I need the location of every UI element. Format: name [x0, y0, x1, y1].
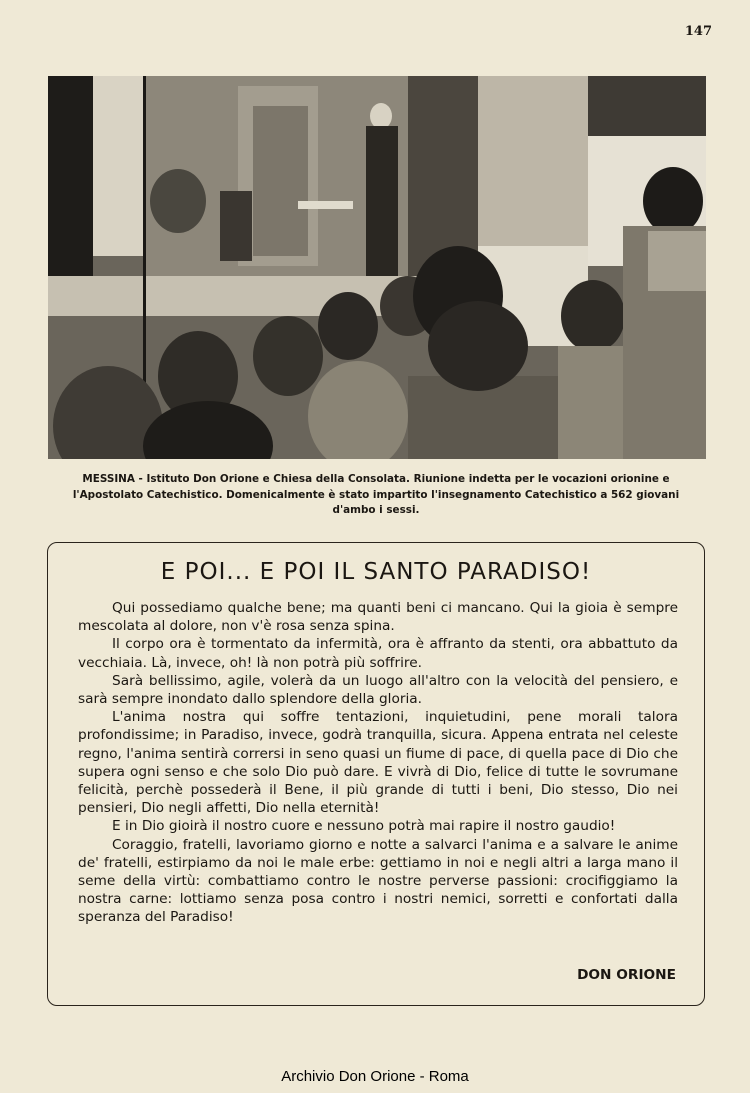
caption-text: - Istituto Don Orione e Chiesa della Consolata. Riunione indetta per le vocazioni orionine e l'Apostolato Catechistico. Domenicalmente è stato impartito l'insegnamento Catechistico a 562 giovani d'ambo i sessi. [72, 473, 680, 516]
article-signature: DON ORIONE [577, 967, 676, 983]
article-paragraph: Qui possediamo qualche bene; ma quanti beni ci mancano. Qui la gioia è sempre mescolata al dolore, non v'è rosa senza spina. [78, 600, 678, 635]
photo-gathering-image [48, 76, 706, 459]
article-paragraph: Sarà bellissimo, agile, volerà da un luogo all'altro con la velocità del pensiero, e sarà sempre inondato dallo splendore della gloria. [78, 672, 678, 708]
article-body [78, 599, 678, 927]
caption-lead: MESSINA [82, 473, 135, 485]
page-number: 147 [684, 24, 712, 39]
article-title: E POI... E POI IL SANTO PARADISO! [160, 559, 592, 585]
article-box [47, 542, 705, 1006]
article-paragraph: E in Dio gioirà il nostro cuore e nessuno potrà mai rapire il nostro gaudio! [112, 818, 616, 835]
photo [48, 76, 706, 459]
article-paragraph: L'anima nostra qui soffre tentazioni, inquietudini, pene morali talora profondissime; in Paradiso, invece, godrà tranquilla, sicura. Appena entrata nel celeste regno, l'anima sentirà corrersi in seno quasi un fiume di pace, di quella pace di Dio che supera ogni senso e che solo Dio può dare. E vivrà di Dio, felice di tutte le sovrumane felicità, perchè possederà il Bene, il più grande di tutti i beni, Dio stesso, Dio nei pensieri, Dio negli affetti, Dio nella eternità! [78, 709, 678, 817]
photo-caption [72, 472, 680, 519]
article-paragraph: Il corpo ora è tormentato da infermità, ora è affranto da stenti, ora abbattuto da vecchiaia. Là, invece, oh! là non potrà più soffrire. [78, 636, 678, 671]
archive-footer: Archivio Don Orione - Roma [281, 1068, 469, 1085]
article-paragraph: Coraggio, fratelli, lavoriamo giorno e notte a salvarci l'anima e a salvare le anime de' fratelli, estirpiamo da noi le male erbe: gettiamo in noi e negli altri a larga mano il seme della virtù: combattiamo contro le nostre perverse passioni: crocifiggiamo la nostra carne: lottiamo senza posa contro i nostri nemici, sorretti e confortati dalla speranza del Paradiso! [78, 836, 678, 926]
